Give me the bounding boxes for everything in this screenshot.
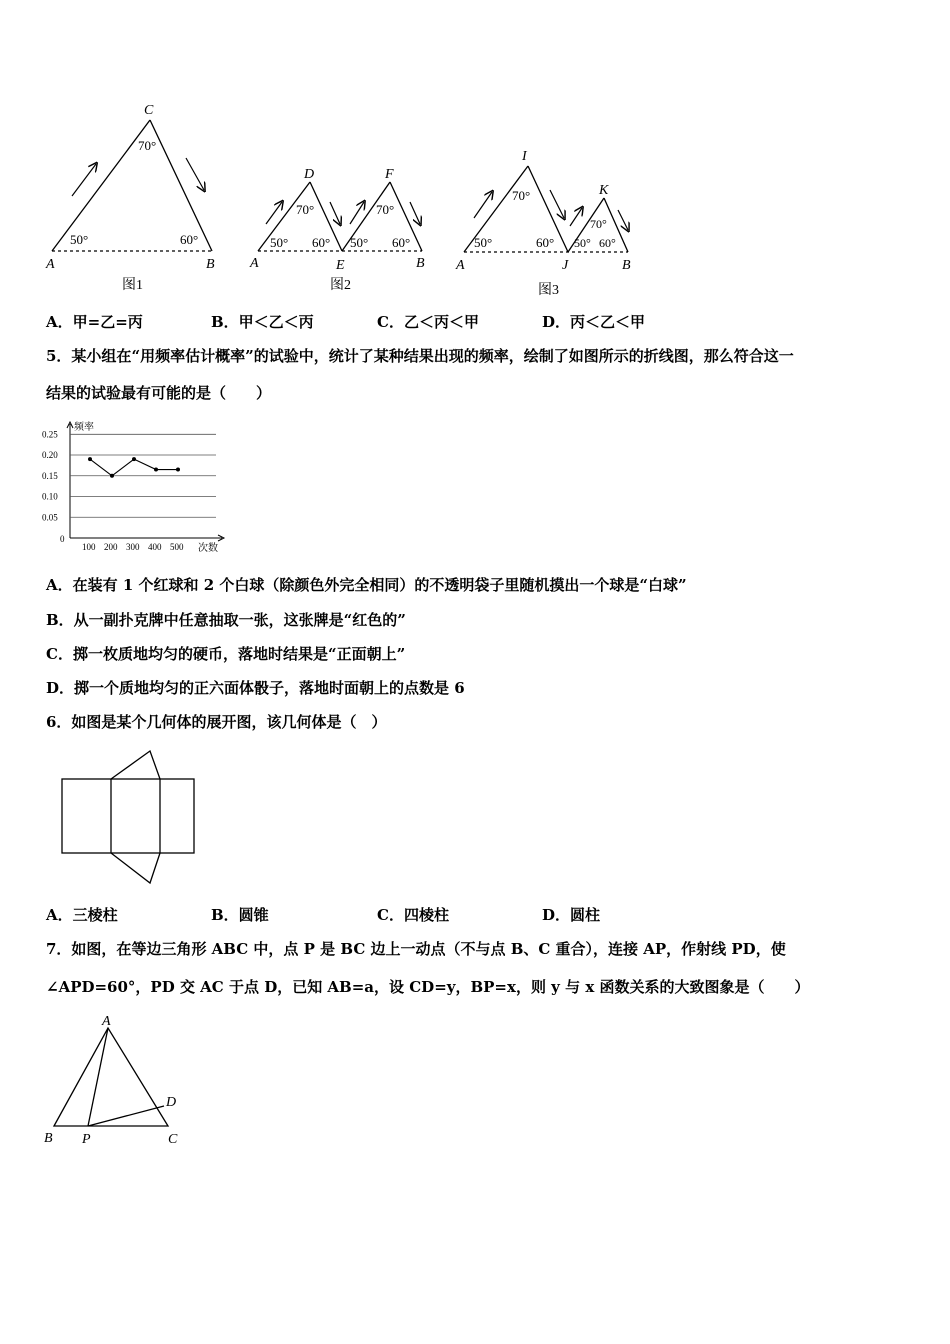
q5-option-c[interactable]: C．掷一枚质地均匀的硬币，落地时结果是“正面朝上” — [46, 645, 406, 663]
x-tick-label: 400 — [148, 542, 162, 552]
q6-stem: 6．如图是某个几何体的展开图，该几何体是（ ） — [46, 713, 387, 731]
point-c-label: C — [144, 103, 154, 118]
point-e-label: E — [336, 258, 345, 273]
q4-option-a[interactable]: A．甲=乙=丙 — [46, 313, 143, 331]
point-b-label: B — [44, 1131, 53, 1146]
point-j-label: J — [562, 258, 569, 273]
triangle-abc-diagram — [40, 1010, 190, 1150]
q5-option-a[interactable]: A．在装有 1 个红球和 2 个白球（除颜色外完全相同）的不透明袋子里随机摸出一个球是“白球” — [46, 576, 687, 594]
angle-label: 60° — [599, 236, 616, 250]
point-b-label: B — [206, 257, 215, 272]
frequency-line-chart — [40, 418, 230, 558]
angle-label: 50° — [270, 235, 289, 250]
y-tick-label: 0.25 — [42, 429, 58, 440]
angle-label: 50° — [574, 236, 591, 250]
x-axis-label: 次数 — [198, 543, 218, 554]
point-a-label: A — [102, 1014, 111, 1029]
point-i-label: I — [522, 149, 527, 164]
q6-option-c[interactable]: C．四棱柱 — [377, 906, 449, 924]
angle-top-label: 70° — [138, 138, 157, 153]
q6-option-b[interactable]: B．圆锥 — [211, 906, 269, 924]
angle-label: 60° — [536, 235, 555, 250]
q4-figure-2 — [244, 162, 440, 298]
q5-option-d[interactable]: D．掷一个质地均匀的正六面体骰子，落地时面朝上的点数是 6 — [46, 679, 465, 697]
q6-option-d[interactable]: D．圆柱 — [542, 906, 601, 924]
x-tick-label: 300 — [126, 542, 140, 552]
point-b-label: B — [622, 258, 631, 273]
angle-label: 70° — [376, 202, 395, 217]
point-d-label: D — [166, 1095, 177, 1110]
series-line — [90, 459, 178, 476]
angle-label: 70° — [590, 217, 607, 231]
angle-label: 50° — [350, 235, 369, 250]
data-point — [88, 457, 92, 461]
point-a-label: A — [456, 258, 465, 273]
x-tick-label: 200 — [104, 542, 118, 552]
q5-stem-line-2: 结果的试验最有可能的是（ ） — [46, 384, 272, 402]
y-tick-label: 0.10 — [42, 491, 58, 502]
data-point — [132, 457, 136, 461]
q7-stem-line-1: 7．如图，在等边三角形 ABC 中，点 P 是 BC 边上一动点（不与点 B、C 重合），连接 AP，作射线 PD，使 — [46, 940, 786, 958]
y-axis-label: 频率 — [74, 422, 94, 433]
q4-option-b[interactable]: B．甲＜乙＜丙 — [211, 313, 314, 331]
data-point — [154, 468, 158, 472]
angle-left-label: 50° — [70, 232, 89, 247]
point-a-label: A — [250, 256, 259, 271]
figure-caption: 图2 — [330, 278, 351, 293]
angle-label: 60° — [312, 235, 331, 250]
q4-figure-1 — [40, 98, 230, 298]
point-c-label: C — [168, 1132, 178, 1147]
figure-caption: 图3 — [538, 283, 559, 298]
q4-option-c[interactable]: C．乙＜丙＜甲 — [377, 313, 479, 331]
q4-figure-3 — [452, 144, 642, 302]
q7-stem-line-2: ∠APD=60°，PD 交 AC 于点 D，已知 AB=a，设 CD=y，BP=x，则 y 与 x 函数关系的大致图象是（ ） — [46, 978, 810, 996]
q5-option-b[interactable]: B．从一副扑克牌中任意抽取一张，这张牌是“红色的” — [46, 611, 406, 629]
net-diagram — [58, 746, 200, 888]
angle-label: 70° — [296, 202, 315, 217]
angle-label: 60° — [392, 235, 411, 250]
angle-right-label: 60° — [180, 232, 199, 247]
y-tick-label: 0 — [60, 534, 65, 544]
data-point — [110, 474, 114, 478]
angle-label: 70° — [512, 188, 531, 203]
q5-stem-line-1: 5．某小组在“用频率估计概率”的试验中，统计了某种结果出现的频率，绘制了如图所示的折线图，那么符合这一 — [46, 347, 794, 365]
x-tick-label: 100 — [82, 542, 96, 552]
point-a-label: A — [46, 257, 55, 272]
y-tick-label: 0.15 — [42, 470, 58, 481]
point-b-label: B — [416, 256, 425, 271]
q4-option-d[interactable]: D．丙＜乙＜甲 — [542, 313, 646, 331]
q6-option-a[interactable]: A．三棱柱 — [46, 906, 118, 924]
y-tick-label: 0.05 — [42, 512, 58, 523]
y-tick-label: 0.20 — [42, 450, 58, 461]
angle-label: 50° — [474, 235, 493, 250]
x-tick-label: 500 — [170, 542, 184, 552]
point-d-label: D — [304, 167, 315, 182]
figure-caption: 图1 — [122, 278, 143, 293]
data-point — [176, 468, 180, 472]
point-k-label: K — [599, 183, 609, 198]
point-p-label: P — [82, 1132, 91, 1147]
point-f-label: F — [385, 167, 394, 182]
